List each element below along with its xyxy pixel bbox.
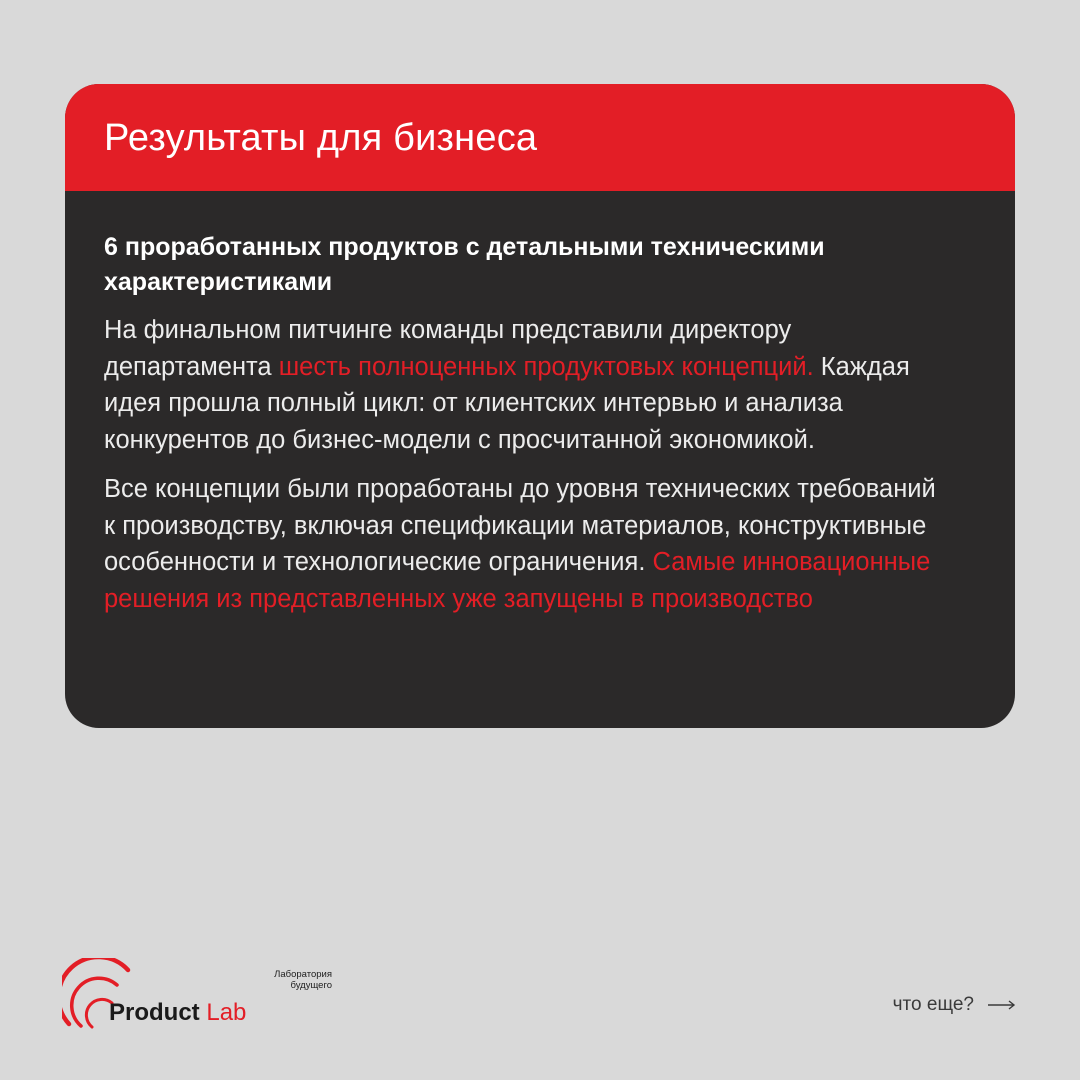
paragraph-pitching (104, 312, 954, 458)
card-title: Результаты для бизнеса (104, 117, 538, 159)
next-link[interactable] (893, 994, 1016, 1016)
logo-tagline-line2: будущего (290, 980, 332, 991)
paragraph-pitching-text-end: Каждая идея прошла полный цикл: от клиентских интервью и анализа конкурентов до бизнес-модели с просчитанной экономикой. (104, 352, 910, 454)
card-header (65, 84, 1015, 191)
next-link-label: что еще? (892, 994, 974, 1015)
paragraph-pitching-text: На финальном питчинге команды представили директору департамента (104, 316, 792, 381)
paragraph-concepts (104, 471, 954, 617)
results-card (65, 84, 1015, 728)
logo-wordmark (109, 998, 246, 1028)
card-subtitle: 6 проработанных продуктов с детальными техническими характеристиками (104, 233, 825, 296)
arrow-right-icon (988, 1000, 1016, 1010)
logo-tagline (200, 969, 332, 991)
card-body (65, 191, 1015, 617)
product-lab-logo (62, 958, 332, 1033)
paragraph-concepts-text: Все концепции были проработаны до уровня технических требований к производству, включая спецификации материалов, конструктивные особенности и технологические ограничения. (104, 475, 936, 576)
logo-word-product: Product (109, 999, 200, 1026)
paragraph-pitching-highlight: шесть полноценных продуктовых концепций. (278, 352, 814, 381)
logo-word-lab: Lab (206, 999, 247, 1026)
paragraph-concepts-highlight: Самые инновационные решения из представленных уже запущены в производство (104, 548, 931, 613)
logo-tagline-line1: Лаборатория (274, 969, 332, 980)
